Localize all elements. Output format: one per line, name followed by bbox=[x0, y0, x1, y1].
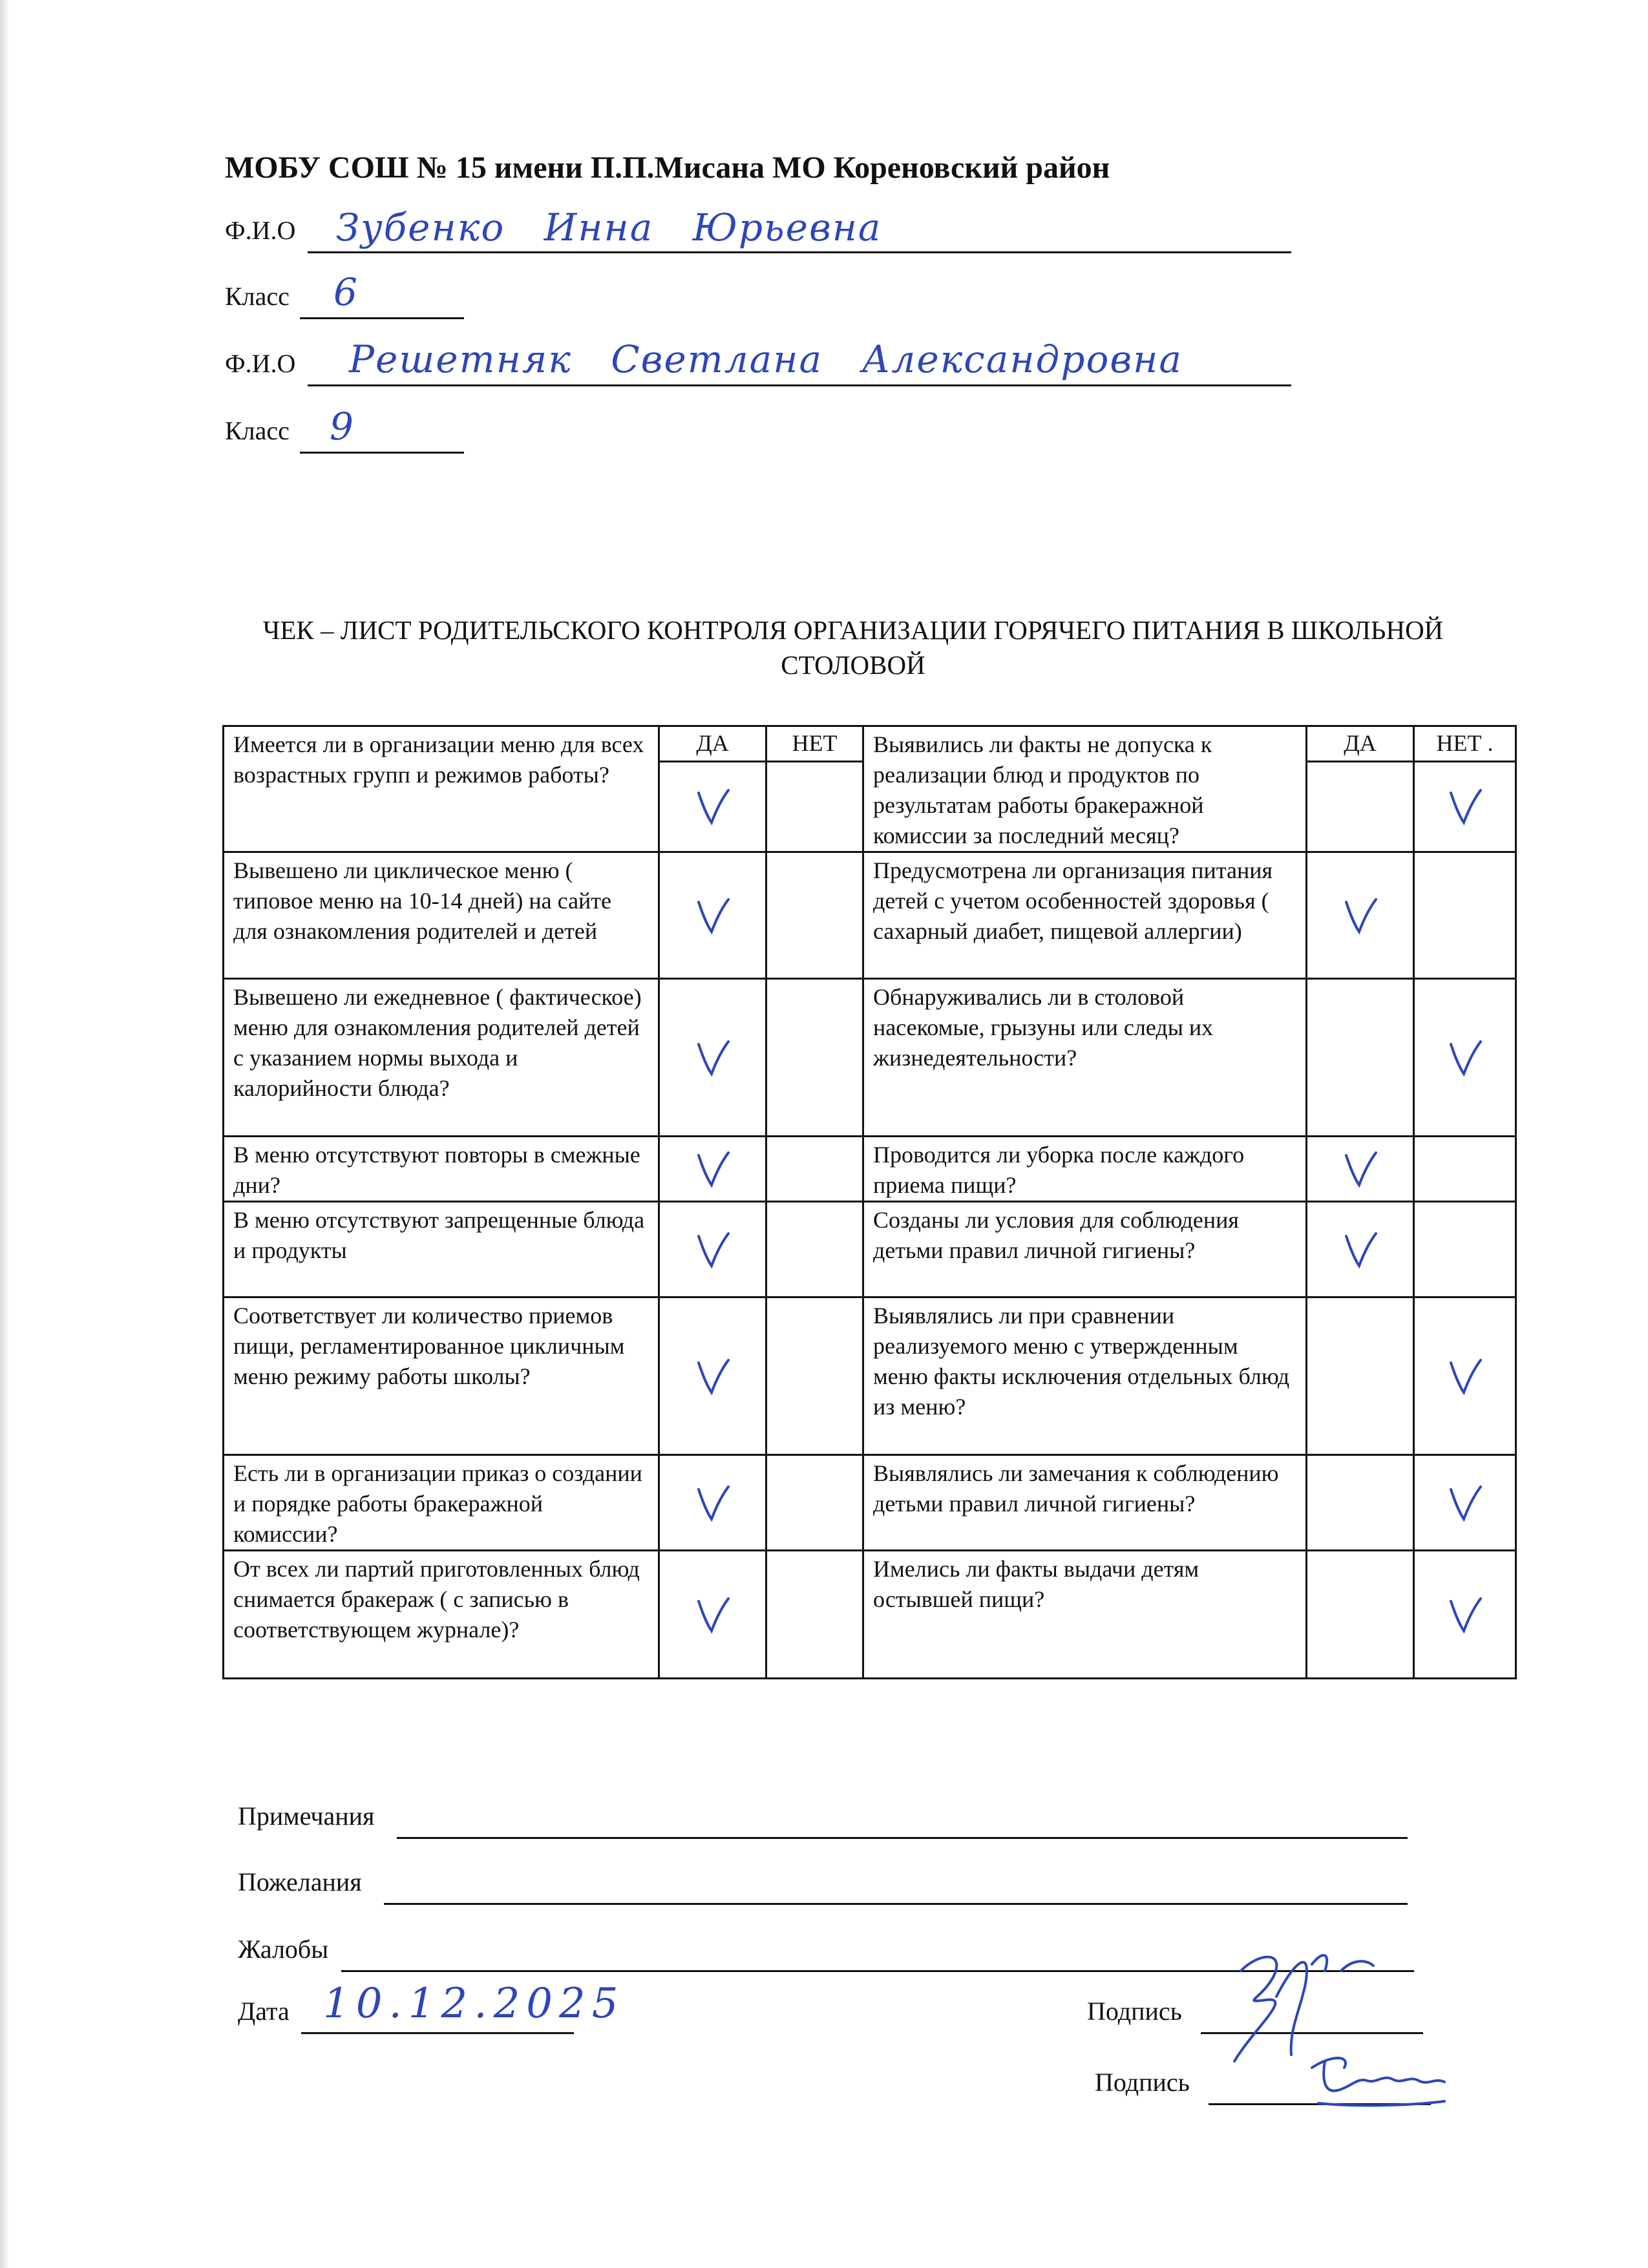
answer-no-cell[interactable] bbox=[1414, 1455, 1516, 1551]
fio-label-2: Ф.И.О bbox=[225, 349, 296, 378]
answer-yes-cell[interactable] bbox=[1307, 761, 1414, 852]
answer-no-cell[interactable] bbox=[1414, 1202, 1516, 1297]
answer-no-cell[interactable] bbox=[1414, 979, 1516, 1137]
signature-label-1: Подпись bbox=[1087, 1997, 1182, 2026]
question-right: Проводится ли уборка после каждого приема пищи? bbox=[863, 1137, 1307, 1202]
scan-edge bbox=[0, 0, 9, 2268]
answer-no-cell[interactable] bbox=[766, 979, 863, 1137]
question-left: Имеется ли в организации меню для всех возрастных групп и режимов работы? bbox=[224, 726, 659, 852]
checkmark-icon bbox=[693, 786, 732, 826]
checkmark-icon bbox=[1341, 1230, 1380, 1270]
class-label-1: Класс bbox=[225, 282, 290, 311]
answer-no-cell[interactable] bbox=[766, 761, 863, 852]
checkmark-icon bbox=[1341, 1149, 1380, 1189]
date-value: 10.12.2025 bbox=[323, 1980, 625, 2028]
answer-yes-cell[interactable] bbox=[659, 1202, 766, 1297]
answer-yes-cell[interactable] bbox=[659, 1455, 766, 1551]
table-row bbox=[224, 726, 1516, 762]
table-row bbox=[224, 852, 1516, 979]
checkmark-icon bbox=[693, 1038, 732, 1078]
answer-no-cell[interactable] bbox=[1414, 1551, 1516, 1679]
answer-yes-cell[interactable] bbox=[1307, 1137, 1414, 1202]
answer-no-cell[interactable] bbox=[766, 1455, 863, 1551]
wishes-label: Пожелания bbox=[238, 1867, 362, 1896]
table-row bbox=[224, 1297, 1516, 1455]
fio-value-2: Решетняк Светлана Александровна bbox=[349, 337, 1183, 381]
answer-no-cell[interactable] bbox=[766, 1551, 863, 1679]
answer-no-cell[interactable] bbox=[766, 1137, 863, 1202]
answer-yes-cell[interactable] bbox=[659, 1551, 766, 1679]
checkmark-icon bbox=[693, 1483, 732, 1523]
notes-field[interactable] bbox=[238, 1799, 1408, 1839]
question-left: В меню отсутствуют запрещенные блюда и продукты bbox=[224, 1202, 659, 1297]
answer-no-cell[interactable] bbox=[1414, 852, 1516, 979]
question-left: От всех ли партий приготовленных блюд снимается бракераж ( с записью в соответствующем журнале)? bbox=[224, 1551, 659, 1679]
question-right: Выявлялись ли при сравнении реализуемого меню с утвержденным меню факты исключения отдельных блюд из меню? bbox=[863, 1297, 1307, 1455]
checkmark-icon bbox=[1446, 1038, 1484, 1078]
no-header-left: НЕТ bbox=[766, 726, 863, 762]
answer-yes-cell[interactable] bbox=[659, 979, 766, 1137]
question-right: Имелись ли факты выдачи детям остывшей пищи? bbox=[863, 1551, 1307, 1679]
checkmark-icon bbox=[1446, 786, 1484, 826]
answer-no-cell[interactable] bbox=[1414, 1297, 1516, 1455]
question-left: Соответствует ли количество приемов пищи, регламентированное цикличным меню режиму работы школы? bbox=[224, 1297, 659, 1455]
class-value-1: 6 bbox=[333, 270, 359, 314]
answer-yes-cell[interactable] bbox=[1307, 1202, 1414, 1297]
answer-no-cell[interactable] bbox=[1414, 761, 1516, 852]
table-row bbox=[224, 1137, 1516, 1202]
organization-header: МОБУ СОШ № 15 имени П.П.Мисана МО Кореновский район bbox=[225, 151, 1110, 185]
question-left: В меню отсутствуют повторы в смежные дни? bbox=[224, 1137, 659, 1202]
question-right: Созданы ли условия для соблюдения детьми правил личной гигиены? bbox=[863, 1202, 1307, 1297]
checkmark-icon bbox=[693, 896, 732, 936]
answer-yes-cell[interactable] bbox=[659, 1137, 766, 1202]
answer-no-cell[interactable] bbox=[766, 1297, 863, 1455]
answer-no-cell[interactable] bbox=[766, 852, 863, 979]
question-left: Вывешено ли цикличеcкое меню ( типовое меню на 10-14 дней) на сайте для ознакомления родителей и детей bbox=[224, 852, 659, 979]
checkmark-icon bbox=[693, 1356, 732, 1396]
yes-header-right: ДА bbox=[1307, 726, 1414, 762]
class-label-2: Класс bbox=[225, 416, 290, 445]
answer-yes-cell[interactable] bbox=[659, 1297, 766, 1455]
answer-yes-cell[interactable] bbox=[1307, 1551, 1414, 1679]
question-right: Выявлялись ли замечания к соблюдению детьми правил личной гигиены? bbox=[863, 1455, 1307, 1551]
signature-label-2: Подпись bbox=[1095, 2068, 1190, 2097]
answer-yes-cell[interactable] bbox=[1307, 1455, 1414, 1551]
checkmark-icon bbox=[693, 1149, 732, 1189]
answer-yes-cell[interactable] bbox=[1307, 852, 1414, 979]
class-value-2: 9 bbox=[330, 404, 355, 448]
question-right: Предусмотрена ли организация питания детей с учетом особенностей здоровья ( сахарный диабет, пищевой аллергии) bbox=[863, 852, 1307, 979]
question-right: Выявились ли факты не допуска к реализации блюд и продуктов по результатам работы бракеражной комиссии за последний месяц? bbox=[863, 726, 1307, 852]
checkmark-icon bbox=[1446, 1483, 1484, 1523]
answer-yes-cell[interactable] bbox=[659, 761, 766, 852]
checkmark-icon bbox=[1341, 896, 1380, 936]
no-header-right: НЕТ . bbox=[1414, 726, 1516, 762]
yes-header-left: ДА bbox=[659, 726, 766, 762]
checkmark-icon bbox=[693, 1595, 732, 1635]
wishes-field[interactable] bbox=[238, 1865, 1408, 1905]
checklist-table bbox=[222, 725, 1517, 1679]
table-row bbox=[224, 1202, 1516, 1297]
answer-no-cell[interactable] bbox=[1414, 1137, 1516, 1202]
question-left: Есть ли в организации приказ о создании и порядке работы бракеражной комиссии? bbox=[224, 1455, 659, 1551]
table-row bbox=[224, 979, 1516, 1137]
notes-label: Примечания bbox=[238, 1801, 375, 1831]
checkmark-icon bbox=[1446, 1356, 1484, 1396]
fio-label-1: Ф.И.О bbox=[225, 216, 296, 245]
table-row bbox=[224, 1455, 1516, 1551]
table-row bbox=[224, 1551, 1516, 1679]
complaints-label: Жалобы bbox=[238, 1935, 329, 1964]
answer-yes-cell[interactable] bbox=[1307, 979, 1414, 1137]
checklist-title: ЧЕК – ЛИСТ РОДИТЕЛЬСКОГО КОНТРОЛЯ ОРГАНИЗАЦИИ ГОРЯЧЕГО ПИТАНИЯ В ШКОЛЬНОЙ СТОЛОВОЙ bbox=[262, 615, 1444, 680]
answer-yes-cell[interactable] bbox=[1307, 1297, 1414, 1455]
question-left: Вывешено ли ежедневное ( фактическое) меню для ознакомления родителей детей с указанием нормы выхода и калорийности блюда? bbox=[224, 979, 659, 1137]
signature-2-image bbox=[1305, 2042, 1454, 2113]
checkmark-icon bbox=[693, 1230, 732, 1270]
question-right: Обнаруживались ли в столовой насекомые, грызуны или следы их жизнедеятельности? bbox=[863, 979, 1307, 1137]
fio-value-1: Зубенко Инна Юрьевна bbox=[336, 205, 882, 249]
answer-yes-cell[interactable] bbox=[659, 852, 766, 979]
checkmark-icon bbox=[1446, 1595, 1484, 1635]
date-label: Дата bbox=[238, 1997, 290, 2026]
answer-no-cell[interactable] bbox=[766, 1202, 863, 1297]
